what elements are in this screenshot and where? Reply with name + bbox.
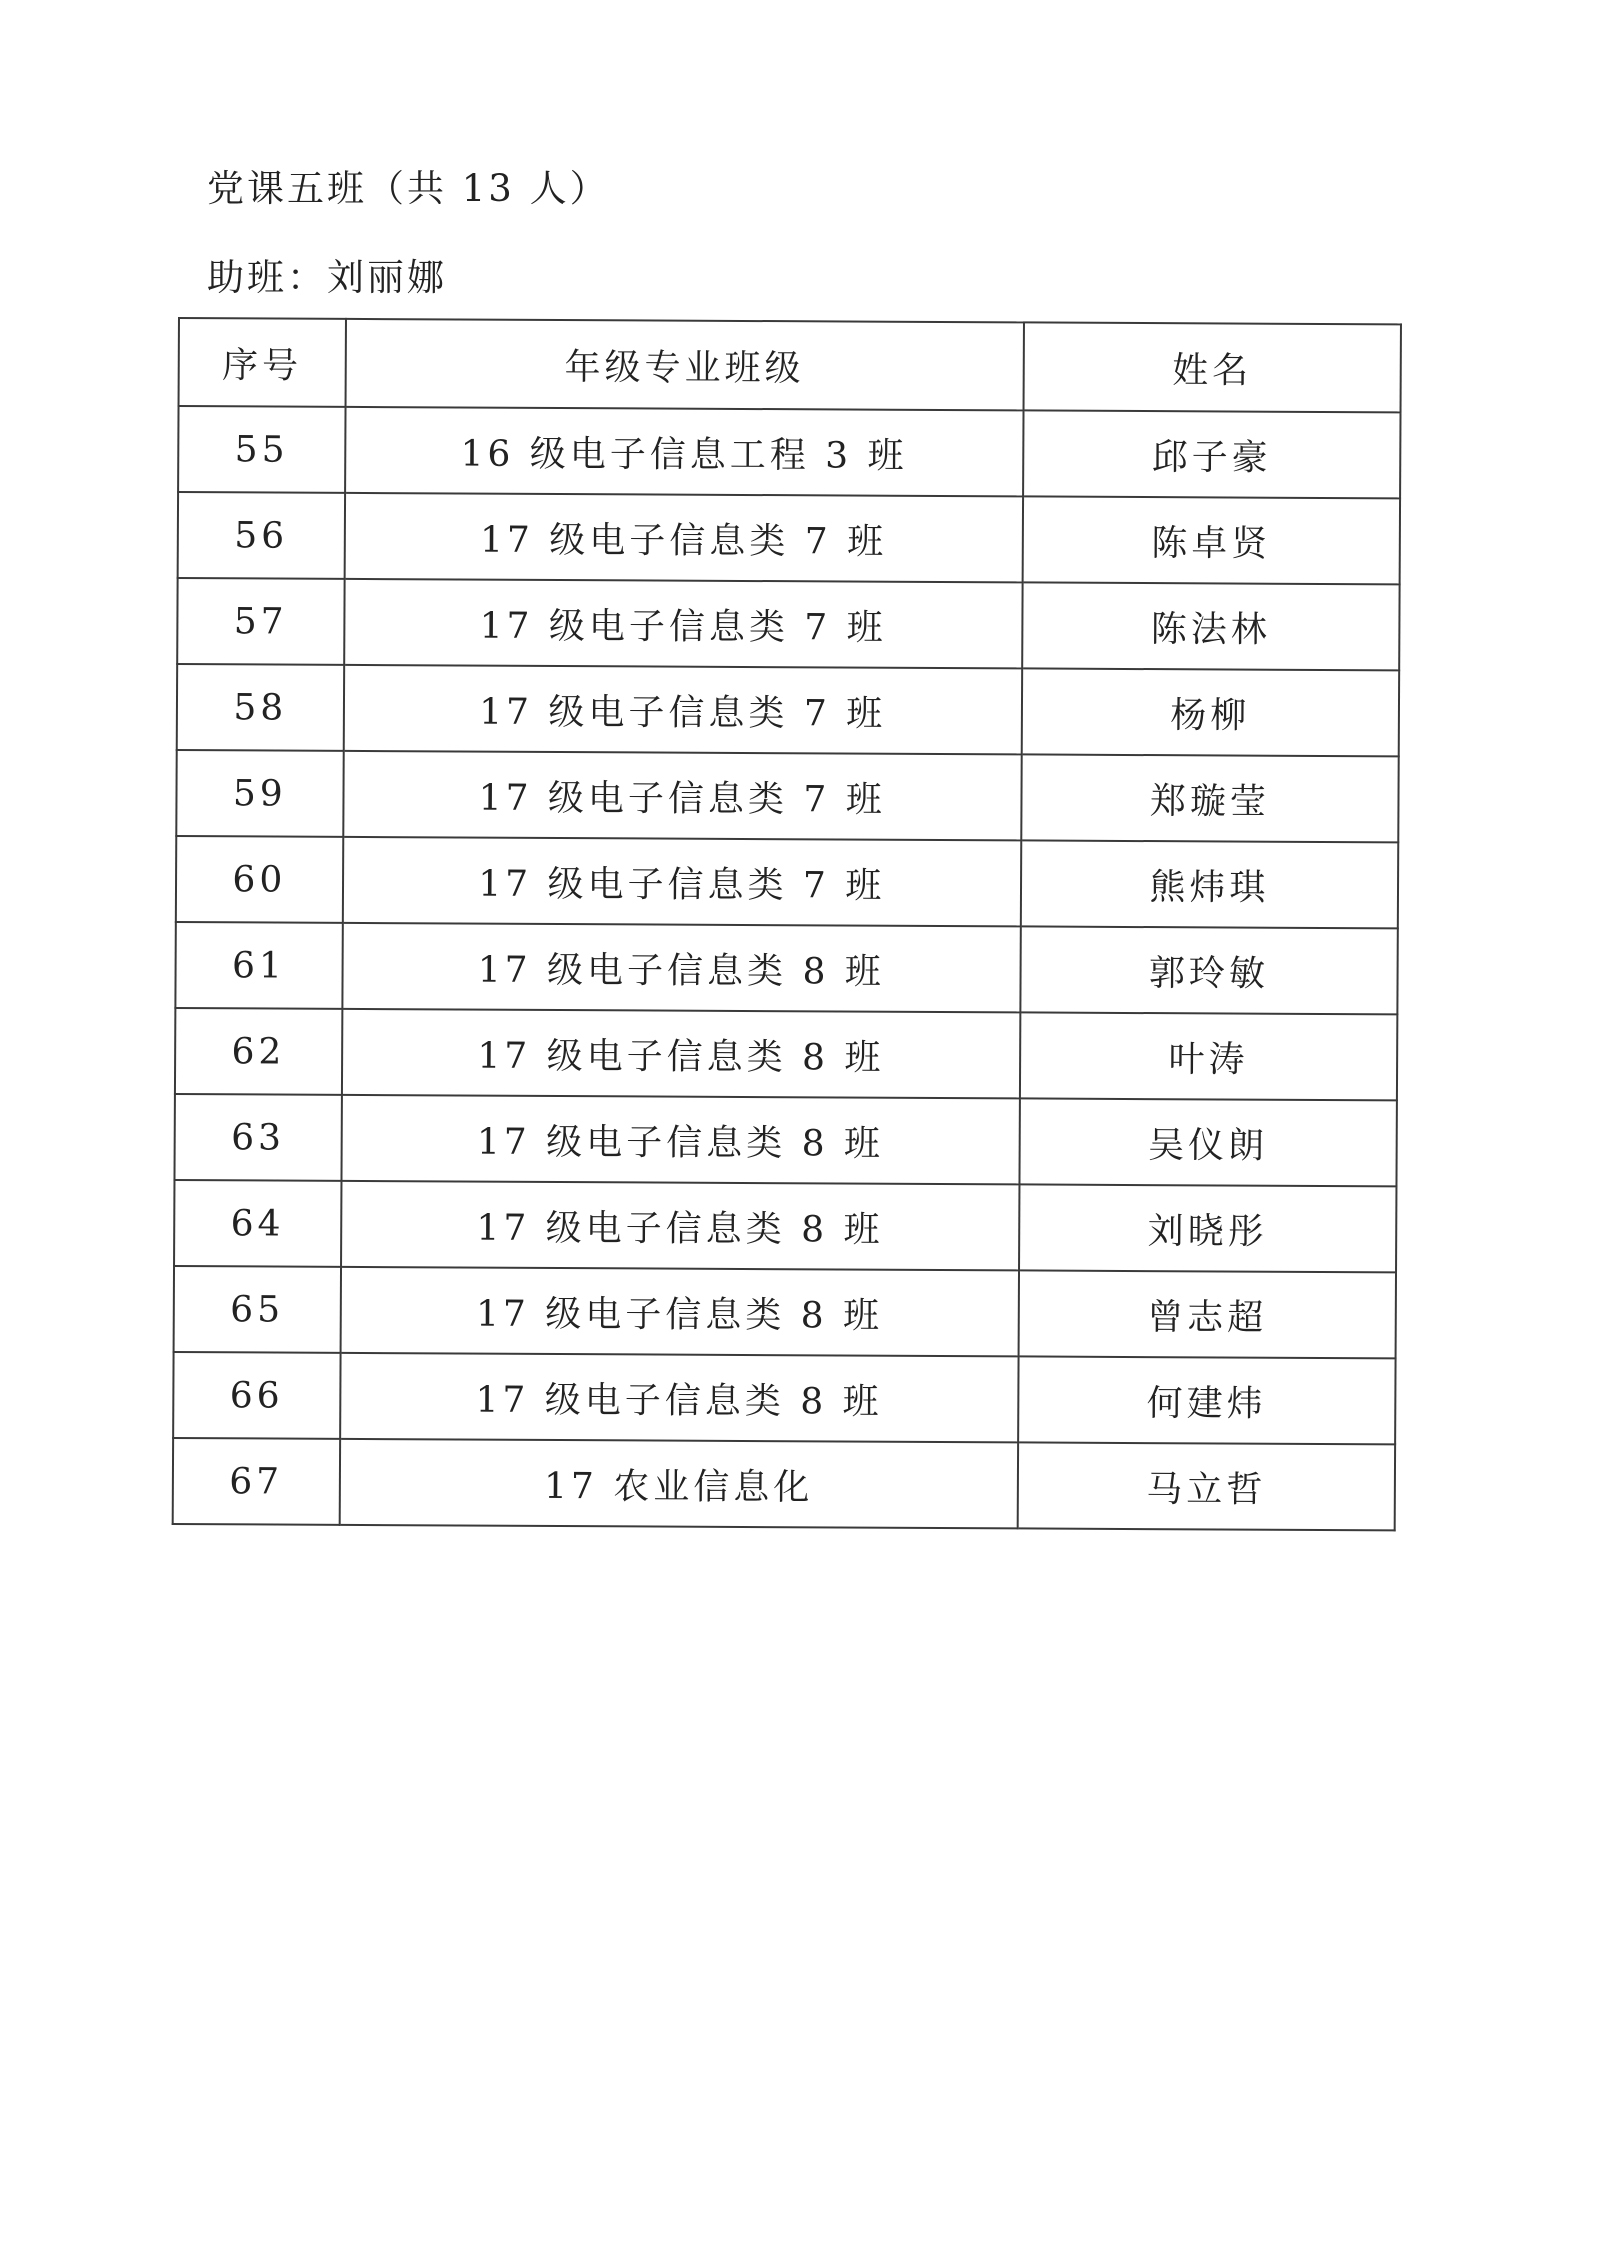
table-row <box>178 406 1400 498</box>
row-number: 66 <box>173 1352 340 1439</box>
row-name: 陈卓贤 <box>1022 496 1400 584</box>
row-name: 杨柳 <box>1022 668 1400 756</box>
row-number: 57 <box>177 578 344 665</box>
row-name: 郑璇莹 <box>1021 754 1399 842</box>
row-grade-major-class: 17 级电子信息类 8 班 <box>340 1353 1019 1443</box>
row-name: 吴仪朗 <box>1019 1098 1397 1186</box>
table-row <box>175 1008 1397 1100</box>
row-grade-major-class: 17 级电子信息类 7 班 <box>343 665 1022 755</box>
row-grade-major-class: 17 级电子信息类 8 班 <box>341 1095 1020 1185</box>
header-name: 姓名 <box>1023 322 1401 412</box>
row-name: 邱子豪 <box>1023 410 1401 498</box>
row-number: 62 <box>175 1008 342 1095</box>
header-row <box>179 318 1401 412</box>
header-number: 序号 <box>179 318 346 407</box>
table-row <box>174 1180 1396 1272</box>
table-row <box>173 1352 1395 1444</box>
row-number: 59 <box>176 750 343 837</box>
row-grade-major-class: 17 级电子信息类 8 班 <box>342 1009 1021 1099</box>
row-number: 63 <box>174 1094 341 1181</box>
row-name: 陈法林 <box>1022 582 1400 670</box>
row-number: 55 <box>178 406 345 493</box>
row-name: 叶涛 <box>1020 1012 1398 1100</box>
table-row <box>178 492 1400 584</box>
row-number: 58 <box>177 664 344 751</box>
row-grade-major-class: 17 级电子信息类 7 班 <box>344 493 1023 583</box>
header-grade-major-class: 年级专业班级 <box>345 319 1024 411</box>
row-grade-major-class: 17 级电子信息类 8 班 <box>342 923 1021 1013</box>
roster-table-body <box>173 406 1401 1530</box>
row-name: 刘晓彤 <box>1019 1184 1397 1272</box>
row-number: 61 <box>175 922 342 1009</box>
table-row <box>173 1438 1395 1530</box>
row-grade-major-class: 16 级电子信息工程 3 班 <box>345 407 1024 497</box>
table-row <box>174 1094 1396 1186</box>
row-name: 马立哲 <box>1018 1442 1396 1530</box>
row-number: 65 <box>174 1266 341 1353</box>
table-row <box>176 750 1398 842</box>
table-row <box>174 1266 1396 1358</box>
row-name: 熊炜琪 <box>1021 840 1399 928</box>
row-number: 64 <box>174 1180 341 1267</box>
row-grade-major-class: 17 农业信息化 <box>339 1439 1018 1529</box>
row-number: 60 <box>176 836 343 923</box>
row-name: 郭玲敏 <box>1020 926 1398 1014</box>
row-number: 67 <box>173 1438 340 1525</box>
roster-table-header <box>179 318 1401 412</box>
row-number: 56 <box>178 492 345 579</box>
table-row <box>177 578 1399 670</box>
row-name: 曾志超 <box>1018 1270 1396 1358</box>
row-grade-major-class: 17 级电子信息类 7 班 <box>343 751 1022 841</box>
table-row <box>177 664 1399 756</box>
roster-table <box>172 317 1402 1531</box>
row-name: 何建炜 <box>1018 1356 1396 1444</box>
table-row <box>176 836 1398 928</box>
row-grade-major-class: 17 级电子信息类 8 班 <box>341 1181 1020 1271</box>
table-row <box>175 922 1397 1014</box>
assistant-line: 助班：刘丽娜 <box>207 256 447 299</box>
class-title: 党课五班（共 13 人） <box>207 167 610 210</box>
row-grade-major-class: 17 级电子信息类 8 班 <box>340 1267 1019 1357</box>
row-grade-major-class: 17 级电子信息类 7 班 <box>343 837 1022 927</box>
row-grade-major-class: 17 级电子信息类 7 班 <box>344 579 1023 669</box>
